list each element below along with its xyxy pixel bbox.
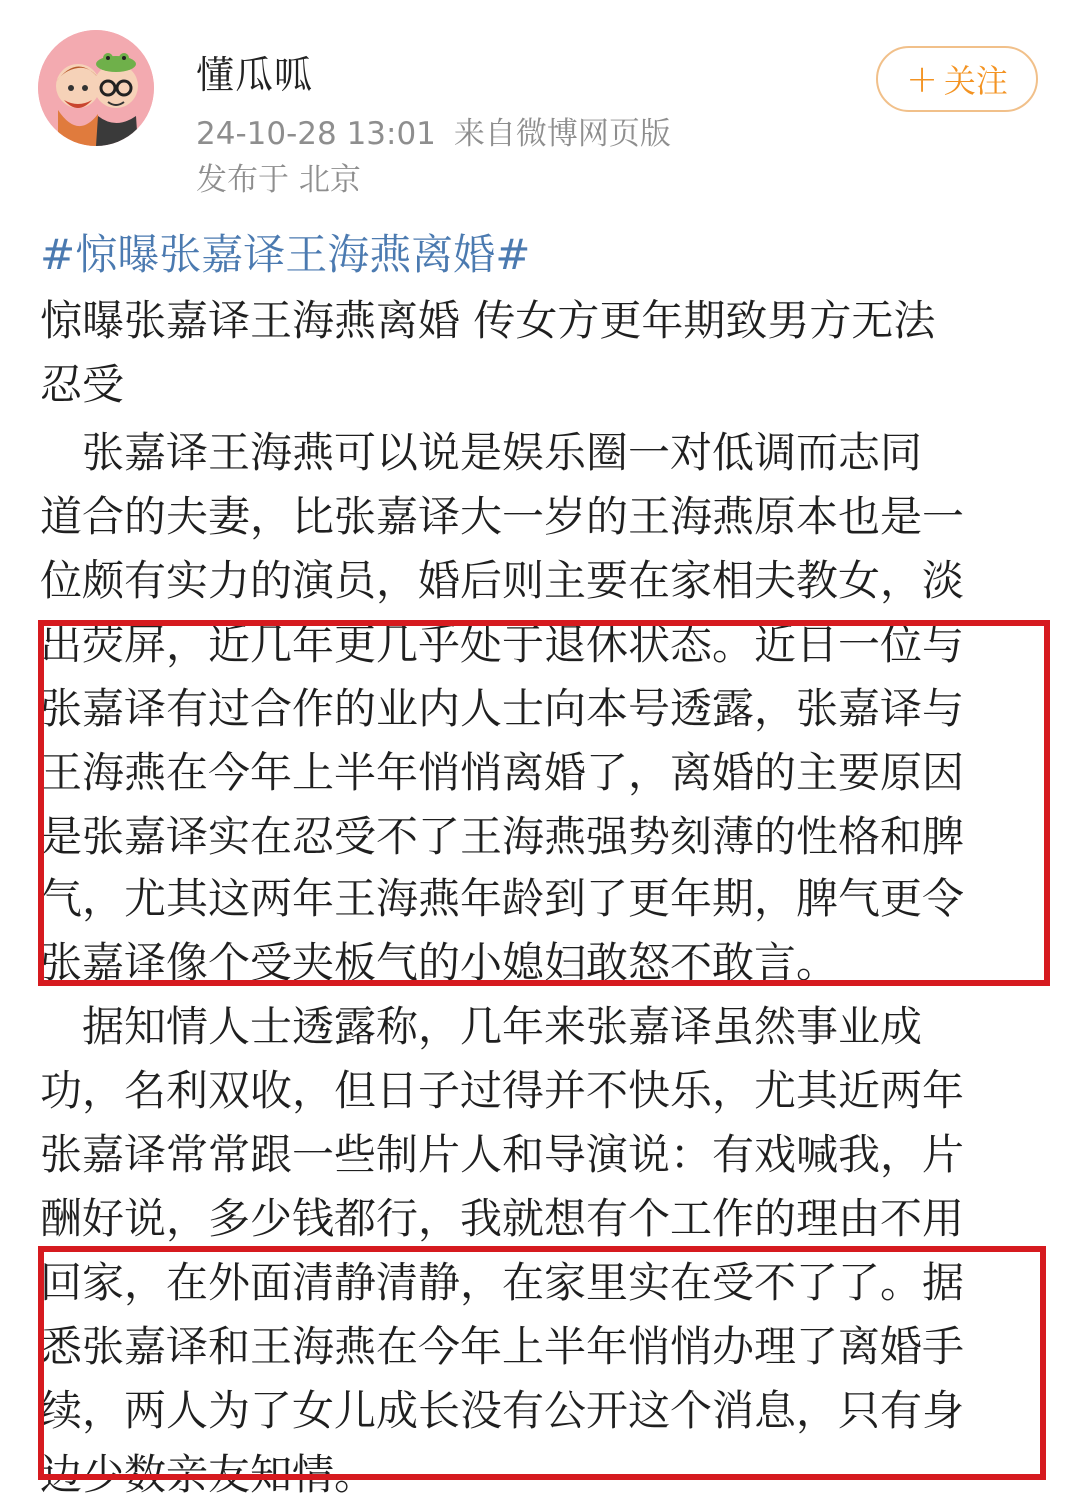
- post-text-line: 王海燕在今年上半年悄悄离婚了，离婚的主要原因: [40, 748, 965, 797]
- post-text-line: 张嘉译有过合作的业内人士向本号透露，张嘉译与: [40, 684, 965, 733]
- post-source: 来自微博网页版: [453, 116, 671, 152]
- cartoon-couple-avatar-icon: [38, 30, 154, 146]
- post-text-line: 气，尤其这两年王海燕年龄到了更年期，脾气更令: [40, 874, 965, 923]
- follow-button-label: 关注: [943, 62, 1008, 100]
- post-text-line: 道合的夫妻，比张嘉译大一岁的王海燕原本也是一: [40, 492, 965, 541]
- post-text-line: 续，两人为了女儿成长没有公开这个消息，只有身: [40, 1386, 965, 1435]
- post-location: 发布于 北京: [196, 162, 361, 198]
- post-text-line: 惊曝张嘉译王海燕离婚 传女方更年期致男方无法: [40, 296, 936, 345]
- post-text-line: 功，名利双收，但日子过得并不快乐，尤其近两年: [40, 1066, 965, 1115]
- post-text-line: 位颇有实力的演员，婚后则主要在家相夫教女，淡: [40, 556, 965, 605]
- post-text-line: 张嘉译王海燕可以说是娱乐圈一对低调而志同: [40, 428, 923, 477]
- post-text-line: 出荧屏，近几年更几乎处于退休状态。近日一位与: [40, 620, 965, 669]
- follow-button[interactable]: [876, 46, 1038, 112]
- post-text-line: 回家，在外面清静清静，在家里实在受不了了。据: [40, 1258, 965, 1307]
- post-text-line: 边少数亲友知情。: [40, 1450, 377, 1499]
- post-text-line: 悉张嘉译和王海燕在今年上半年悄悄办理了离婚手: [40, 1322, 965, 1371]
- author-name[interactable]: 懂瓜呱: [196, 53, 314, 97]
- plus-icon: +: [906, 57, 938, 101]
- post-text-line: 张嘉译常常跟一些制片人和导演说：有戏喊我，片: [40, 1130, 965, 1179]
- post-text-line: 张嘉译像个受夹板气的小媳妇敢怒不敢言。: [40, 938, 839, 987]
- post-timestamp: 24-10-28 13:01: [196, 116, 436, 152]
- post-meta: [196, 108, 671, 153]
- post-text-line: 据知情人士透露称，几年来张嘉译虽然事业成: [40, 1002, 923, 1051]
- topic-hashtag-link[interactable]: #惊曝张嘉译王海燕离婚#: [40, 230, 531, 279]
- post-text-line: 是张嘉译实在忍受不了王海燕强势刻薄的性格和脾: [40, 812, 965, 861]
- post-text-line: 忍受: [40, 360, 125, 409]
- post-text-line: 酬好说，多少钱都行，我就想有个工作的理由不用: [40, 1194, 965, 1243]
- avatar[interactable]: [38, 30, 154, 146]
